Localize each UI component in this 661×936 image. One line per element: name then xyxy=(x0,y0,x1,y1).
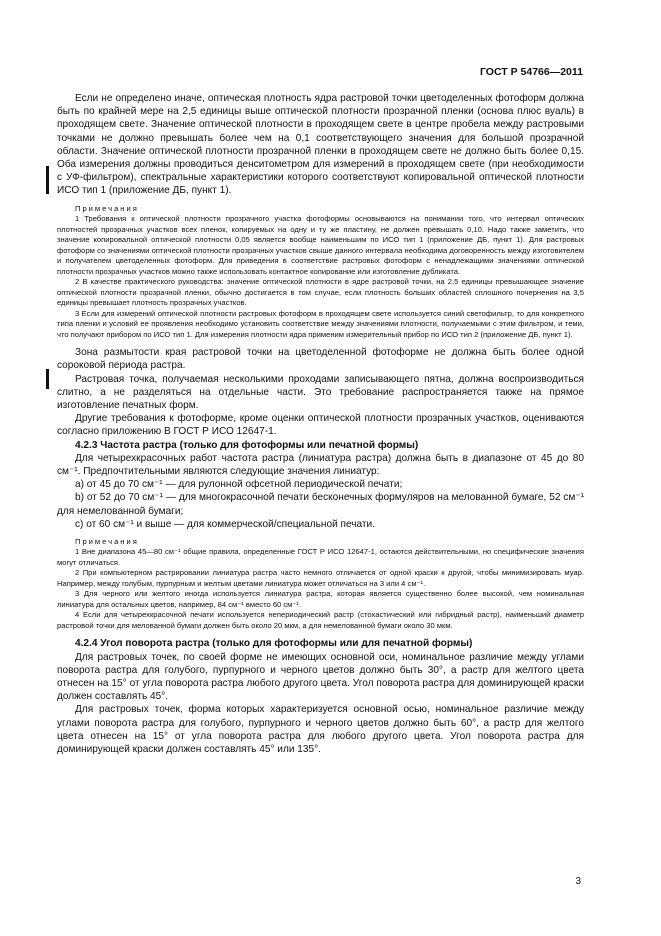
section-4-2-3-body xyxy=(57,452,584,531)
list-item-b: b) от 52 до 70 см⁻¹ — для многокрасочной печати бесконечных формуляров на мелованной бумаге, 52 см⁻¹ для немелованной бумаги; xyxy=(57,492,584,517)
section-heading-4-2-3: 4.2.3 Частота растра (только для фотоформы или печатной формы) xyxy=(75,439,419,451)
change-bar-2 xyxy=(46,369,49,389)
paragraph-screen-angle-axis: Для растровых точек, форма которых характеризуется основной осью, номинальное различие между углами поворота растра для голубого, пурпурного и черного цветов должно быть 60°, а растр для желтого цвета отнесен на 15° от угла поворота растра для любого другого цвета. Угол поворота растра для доминирующей краски должен составлять 45° или 135°. xyxy=(57,704,584,756)
list-item-c: c) от 60 см⁻¹ и выше — для коммерческой/специальной печати. xyxy=(75,518,375,530)
note-2: 2 При компьютерном растрировании линиатура растра часто немного отличается от одной краски к другой, чтобы минимизировать муар. Например, между голубым, пурпурным и желтым цветами линиатура может отличаться на 3 или 4 см⁻¹. xyxy=(57,568,584,588)
note-2: 2 В качестве практического руководства: значение оптической плотности в ядре растровой точки, на 2,5 единицы превышающее значение оптической плотности прозрачной пленки, обычно достигается в том случае, если плотность больших областей сплошного почернения на 3,5 единицы превышает плотность прозрачных участков. xyxy=(57,277,584,308)
note-3: 3 Если для измерений оптической плотности растровых фотоформ в проходящем свете используется синий светофильтр, то для конкретного типа пленки и условий ее проявления необходимо установить соответствие между значениями плотности, получаемыми с этим фильтром, и теми, что получают прибором по ИСО тип 1. Для измерения плотности ядра применим измерительный прибор по ИСО тип 2 (приложение ДБ, пункт 1). xyxy=(57,308,584,339)
note-1: 1 Вне диапазона 45—80 см⁻¹ общие правила, определенные ГОСТ Р ИСО 12647-1, остаются действительными, но специфические значения могут отличаться. xyxy=(57,547,584,567)
notes-block-1 xyxy=(57,204,584,341)
page-content xyxy=(57,92,584,756)
intro-paragraph: Если не определено иначе, оптическая плотность ядра растровой точки цветоделенных фотоформ должна быть по крайней мере на 2,5 единицы выше оптической плотности прозрачной пленки (основа плюс вуаль) в проходящем свете. Значение оптической плотности в проходящем свете в центре пробела между растровыми точками не должно превышать более чем на 0,1 соответствующего значения для большой прозрачной области. Значение оптической плотности прозрачной пленки в проходящем свете не должно быть более 0,15. Оба измерения должны проводиться денситометром для измерений в проходящем свете (при необходимости с УФ-фильтром), спектральные характеристики которого соответствуют копировальной оптической плотности ИСО тип 1 (приложение ДБ, пункт 1). xyxy=(57,93,584,197)
notes-block-2 xyxy=(57,537,584,632)
paragraph-blur-zone: Зона размытости края растровой точки на цветоделенной фотоформе не должна быть более одной сороковой периода растра. xyxy=(57,347,584,372)
section-4-2-4-body xyxy=(57,651,584,757)
paragraph-raster-dot: Растровая точка, получаемая несколькими проходами записывающего пятна, должна воспроизводиться слитно, а не разделяться на отдельные части. Это требование распространяется также на прямое изготовление печатных форм. xyxy=(57,373,584,411)
paragraph-screen-angle-no-axis: Для растровых точек, по своей форме не имеющих основной оси, номинальное различие между углами поворота растра для голубого, пурпурного и черного цветов должно быть 30°, а растр для желтого цвета отнесен на 15° от угла поворота растра любого другого цвета. Угол поворота растра для доминирующей краски должен составлять 45°. xyxy=(57,651,584,703)
note-3: 3 Для черного или желтого иногда используется линиатура растра, которая является существенно более высокой, чем номинальная линиатура для остальных цветов, например, 84 см⁻¹ вместо 60 см⁻¹. xyxy=(57,589,584,609)
page-number: 3 xyxy=(575,876,581,887)
list-item-a: a) от 45 до 70 см⁻¹ — для рулонной офсетной периодической печати; xyxy=(75,479,403,491)
note-4: 4 Если для четырехкрасочной печати используется непериодический растр (стохастический или гибридный растр), наименьший диаметр растровой точки для мелованной бумаги должен быть около 20 мкм, а для немелованной бумаги около 30 мкм. xyxy=(57,610,584,630)
notes-title: Примечания xyxy=(75,536,139,546)
paragraph-other-requirements: Другие требования к фотоформе, кроме оценки оптической плотности прозрачных участков, оцениваются согласно приложению В ГОСТ Р ИСО 12647-1. xyxy=(57,413,584,438)
note-1: 1 Требования к оптической плотности прозрачного участка фотоформы основываются на понимании того, что интервал оптических плотностей прозрачных участков всех пленок, копируемых на одну и ту же пластину, не должен превышать 0,10. Надо также заметить, что значение копировальной оптической плотности 0,05 является вообще наименьшим по ИСО тип 1 (приложение ДБ, пункт 1). Для растровых фотоформ со значениями оптической плотности прозрачных участков свыше данного интервала необходима договоренность между изготовителем и получателем цветоделенных фотоформ. Для приведения в соответствие растровых фотоформ с ненадлежащими значениями оптической плотности прозрачных участков можно также использовать контактное копирование или изготовление дубликата. xyxy=(57,214,584,276)
change-bar-1 xyxy=(46,166,49,194)
paragraph-screen-frequency: Для четырехкрасочных работ частота растра (линиатура растра) должна быть в диапазоне от 45 до 80 см⁻¹. Предпочтительными являются следующие значения линиатур: xyxy=(57,452,584,477)
section-heading-4-2-4: 4.2.4 Угол поворота растра (только для фотоформы или для печатной формы) xyxy=(75,638,473,650)
notes-title: Примечания xyxy=(75,203,139,213)
middle-paragraphs xyxy=(57,346,584,438)
standard-header: ГОСТ Р 54766—2011 xyxy=(479,66,583,78)
